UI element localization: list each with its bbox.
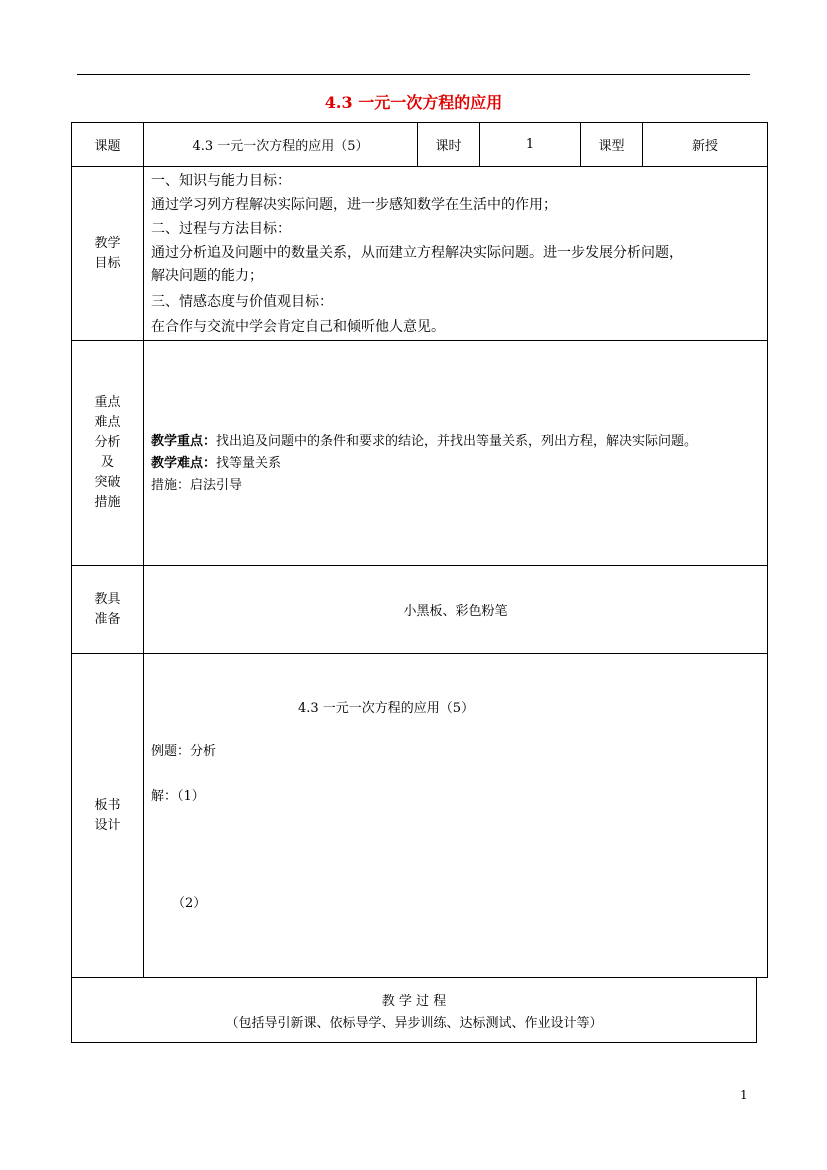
keypoints-label: [72, 341, 143, 565]
label-line: 准备: [94, 611, 121, 627]
label-line: 重点: [94, 395, 121, 410]
label-line: 教学: [94, 235, 121, 251]
board-part2: （2）: [172, 896, 207, 911]
objectives-label: [72, 167, 143, 340]
objective-line: 通过分析追及问题中的数量关系，从而建立方程解决实际问题。进一步发展分析问题，: [151, 245, 683, 261]
table-border: [71, 977, 768, 978]
difficulty-text: 找等量关系: [216, 456, 282, 471]
label-line: 设计: [94, 817, 121, 833]
objective-line: 通过学习列方程解决实际问题，进一步感知数学在生活中的作用；: [151, 197, 557, 213]
board-label: [72, 654, 143, 977]
measures-line: 措施：启法引导: [151, 478, 243, 493]
objective-line: 三、情感态度与价值观目标：: [151, 294, 333, 310]
topic-value: 4.3 一元一次方程的应用（5）: [192, 139, 369, 154]
page-title: 4.3 一元一次方程的应用: [324, 93, 503, 112]
process-subtitle: （包括导引新课、依标导学、异步训练、达标测试、作业设计等）: [225, 1015, 603, 1031]
header-rule: [77, 74, 750, 75]
type-value: 新授: [691, 139, 718, 154]
tools-label: [72, 566, 143, 653]
objective-line: 解决问题的能力；: [151, 268, 263, 284]
table-border: [756, 977, 757, 1043]
period-label: 课时: [435, 139, 462, 154]
difficulty-line: [151, 452, 281, 471]
difficulty-label: 教学难点：: [151, 456, 217, 471]
table-border: [71, 166, 768, 167]
label-line: 板书: [94, 797, 121, 813]
process-title: 教 学 过 程: [381, 993, 447, 1009]
objective-line: 二、过程与方法目标：: [151, 221, 291, 237]
table-border: [71, 1042, 757, 1043]
label-line: 及: [100, 455, 114, 470]
table-border: [143, 122, 144, 978]
focus-text: 找出追及问题中的条件和要求的结论，并找出等量关系，列出方程，解决实际问题。: [216, 434, 698, 449]
objective-line: 一、知识与能力目标：: [151, 173, 291, 189]
focus-label: 教学重点：: [151, 434, 217, 449]
table-border: [71, 340, 768, 341]
board-example: 例题：分析: [151, 744, 217, 759]
label-line: 难点: [94, 415, 121, 430]
focus-line: [151, 430, 697, 449]
topic-label: 课题: [94, 139, 121, 154]
label-line: 教具: [94, 591, 121, 607]
table-border: [767, 122, 768, 978]
page-number: 1: [740, 1088, 748, 1102]
type-label: 课型: [598, 139, 625, 154]
tools-value: 小黑板、彩色粉笔: [403, 604, 508, 619]
period-value: 1: [525, 137, 535, 152]
label-line: 分析: [94, 435, 121, 450]
label-line: 突破: [94, 475, 121, 490]
board-heading: 4.3 一元一次方程的应用（5）: [298, 701, 475, 716]
label-line: 目标: [94, 255, 121, 271]
label-line: 措施: [94, 495, 121, 510]
board-solution: 解：（1）: [151, 789, 205, 804]
table-border: [71, 653, 768, 654]
objective-line: 在合作与交流中学会肯定自己和倾听他人意见。: [151, 319, 445, 335]
